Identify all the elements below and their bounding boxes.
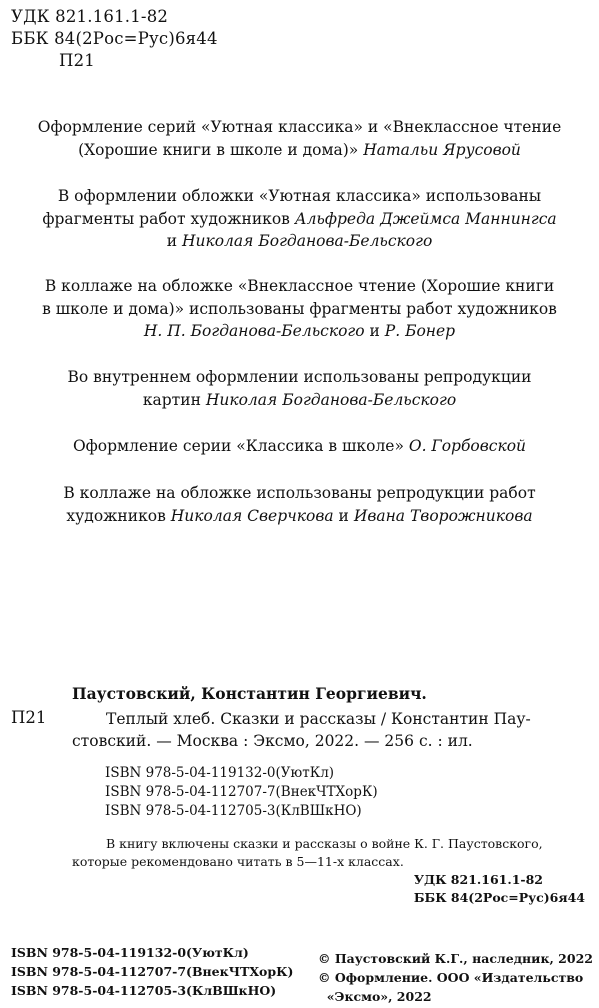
credit-block-4	[0, 366, 599, 411]
author-mark: П21	[59, 51, 95, 70]
credit-text: Оформление серий «Уютная классика» и «Внеклассное чтение	[37, 118, 562, 136]
bib-description	[72, 708, 592, 752]
credit-name: Ивана Творожникова	[353, 506, 533, 525]
credit-line	[0, 482, 599, 505]
credit-text: и	[166, 232, 182, 250]
credit-text: В коллаже на обложке «Внеклассное чтение (Хорошие книги	[44, 277, 555, 295]
credit-block-6	[0, 482, 599, 527]
credit-name: Николая Богданова-Бельского	[205, 390, 457, 409]
bib-author-mark: П21	[11, 708, 47, 727]
credit-line	[0, 139, 599, 162]
credit-block-5	[0, 435, 599, 458]
isbn-line: ISBN 978-5-04-119132-0(УютКл)	[11, 945, 249, 960]
bbk-code: ББК 84(2Рос=Рус)6я44	[11, 29, 218, 48]
credit-name: Н. П. Богданова-Бельского	[143, 322, 365, 340]
footer-isbn-list	[11, 943, 293, 1000]
credit-name: Николая Богданова-Бельского	[181, 232, 433, 250]
isbn-line: ISBN 978-5-04-119132-0(УютКл)	[105, 765, 335, 781]
credit-line	[0, 116, 599, 139]
bib-classification	[414, 871, 585, 907]
copyright-block	[318, 949, 593, 1006]
credit-line	[0, 298, 599, 321]
credit-line	[0, 208, 599, 231]
credit-line	[0, 185, 599, 208]
credit-text: (Хорошие книги в школе и дома)»	[78, 140, 364, 159]
credit-name: Николая Сверчкова	[170, 506, 334, 525]
credit-text: в школе и дома)» использованы фрагменты работ художников	[42, 299, 557, 318]
copyright-line: «Эксмо», 2022	[318, 989, 432, 1004]
credit-line	[0, 435, 599, 458]
credit-text: В коллаже на обложке использованы репродукции работ	[63, 484, 536, 502]
credit-name: Натальи Ярусовой	[363, 140, 521, 159]
credit-text: картин	[142, 390, 206, 409]
credit-text: Оформление серии «Классика в школе»	[72, 437, 409, 455]
isbn-line: ISBN 978-5-04-112707-7(ВнекЧТХорК)	[11, 964, 294, 979]
credit-block-3	[0, 275, 599, 343]
credit-line	[0, 366, 599, 389]
credit-text: фрагменты работ художников	[42, 209, 295, 228]
bbk-code: ББК 84(2Рос=Рус)6я44	[413, 890, 585, 905]
credit-name: Альфреда Джеймса Маннингса	[294, 209, 557, 228]
bib-author: Паустовский, Константин Георгиевич.	[72, 684, 427, 703]
classification-block	[11, 6, 218, 72]
credit-block-2	[0, 185, 599, 253]
udk-code: УДК 821.161.1-82	[11, 7, 169, 26]
credit-line	[0, 505, 599, 528]
credit-text: Во внутреннем оформлении использованы репродукции	[67, 368, 532, 386]
credit-block-1	[0, 116, 599, 161]
udk-code: УДК 821.161.1-82	[413, 872, 543, 887]
isbn-line: ISBN 978-5-04-112705-3(КлВШкНО)	[11, 983, 277, 998]
credit-text: и	[364, 322, 385, 340]
copyright-line: © Оформление. ООО «Издательство	[318, 970, 584, 985]
annotation-line: В книгу включены сказки и рассказы о войне К. Г. Паустовского,	[106, 836, 543, 851]
bib-description-line: стовский. — Москва : Эксмо, 2022. — 256 с. : ил.	[72, 732, 473, 750]
credit-text: и	[333, 506, 354, 525]
copyright-line: © Паустовский К.Г., наследник, 2022	[318, 951, 593, 966]
credit-name: О. Горбовской	[408, 437, 527, 455]
credit-line	[0, 275, 599, 298]
credit-line	[0, 230, 599, 253]
credit-line	[0, 389, 599, 412]
credit-text: художников	[66, 506, 171, 525]
annotation-line: которые рекомендовано читать в 5—11-х классах.	[72, 854, 404, 869]
credit-text: В оформлении обложки «Уютная классика» использованы	[57, 187, 542, 205]
bib-isbn-list	[105, 764, 378, 821]
bib-description-line: Теплый хлеб. Сказки и рассказы / Константин Пау-	[106, 710, 531, 728]
isbn-line: ISBN 978-5-04-112705-3(КлВШкНО)	[105, 803, 362, 819]
credit-line	[0, 320, 599, 343]
isbn-line: ISBN 978-5-04-112707-7(ВнекЧТХорК)	[105, 784, 378, 800]
bib-annotation	[72, 835, 592, 871]
credit-name: Р. Бонер	[384, 322, 456, 340]
